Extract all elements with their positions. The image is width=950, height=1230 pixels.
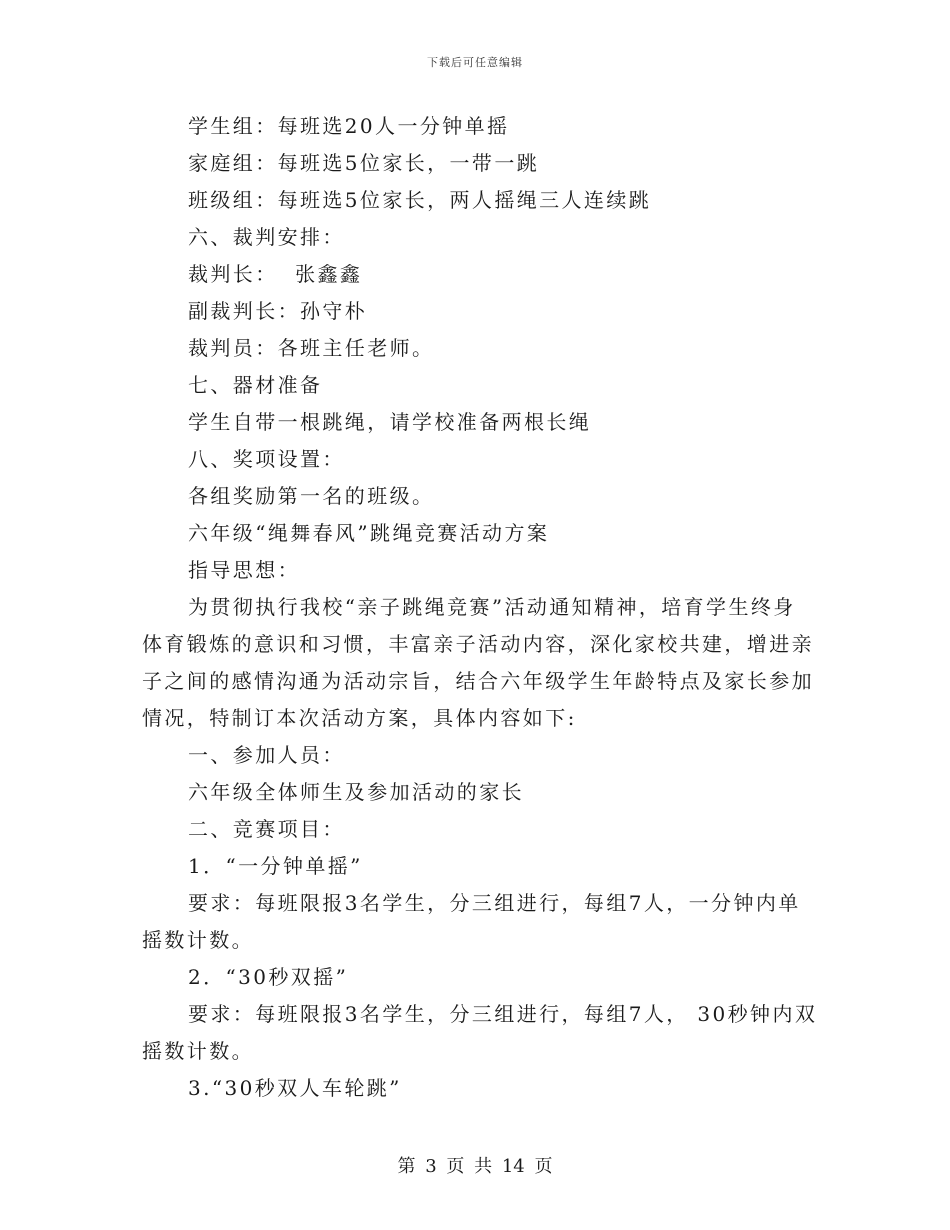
text-line-family-group: 家庭组：每班选5位家长，一带一跳: [188, 151, 540, 175]
section-heading-referees: 六、裁判安排：: [188, 225, 345, 249]
paragraph-guiding-idea: [142, 589, 812, 737]
event-title-pair-wheel: 3.“30秒双人车轮跳”: [188, 1076, 402, 1100]
paragraph-line: 要求：每班限报3名学生，分三组进行，每组7人， 30秒钟内双: [188, 1002, 818, 1026]
event-title-double-rope: 2．“30秒双摇”: [188, 965, 349, 989]
section-heading-awards: 八、奖项设置：: [188, 447, 345, 471]
document-title: 六年级“绳舞春风”跳绳竞赛活动方案: [188, 521, 550, 545]
page-header-note: 下载后可任意编辑: [427, 56, 523, 69]
paragraph-line: 情况，特制订本次活动方案，具体内容如下:: [142, 706, 577, 730]
text-line-class-group: 班级组：每班选5位家长，两人摇绳三人连续跳: [188, 188, 652, 212]
paragraph-line: 体育锻炼的意识和习惯，丰富亲子活动内容，深化家校共建，增进亲: [142, 632, 814, 656]
section-heading-participants: 一、参加人员：: [188, 743, 345, 767]
paragraph-line: 摇数计数。: [142, 1039, 254, 1063]
event-requirement-single-rope: [142, 885, 812, 959]
paragraph-line: 为贯彻执行我校“亲子跳绳竞赛”活动通知精神，培育学生终身: [188, 595, 796, 619]
section-heading-guiding-idea: 指导思想：: [188, 558, 300, 582]
text-line-head-referee: 裁判长： 张鑫鑫: [188, 262, 363, 286]
section-heading-events: 二、竞赛项目：: [188, 817, 345, 841]
text-line-awards: 各组奖励第一名的班级。: [188, 484, 435, 508]
text-line-referees: 裁判员：各班主任老师。: [188, 336, 435, 360]
text-line-student-group: 学生组：每班选20人一分钟单摇: [188, 114, 510, 138]
paragraph-line: 子之间的感情沟通为活动宗旨，结合六年级学生年龄特点及家长参加: [142, 669, 814, 693]
text-line-equipment: 学生自带一根跳绳，请学校准备两根长绳: [188, 410, 592, 434]
text-line-deputy-referee: 副裁判长：孙守朴: [188, 299, 368, 323]
page-number: 第 3 页 共 14 页: [397, 1156, 553, 1177]
paragraph-line: 摇数计数。: [142, 928, 254, 952]
section-heading-equipment: 七、器材准备: [188, 373, 323, 397]
text-line-participants: 六年级全体师生及参加活动的家长: [188, 780, 524, 804]
document-body: [142, 108, 818, 1107]
paragraph-line: 要求：每班限报3名学生，分三组进行，每组7人，一分钟内单: [188, 891, 801, 915]
event-title-single-rope: 1．“一分钟单摇”: [188, 854, 363, 878]
event-requirement-double-rope: [142, 996, 818, 1070]
